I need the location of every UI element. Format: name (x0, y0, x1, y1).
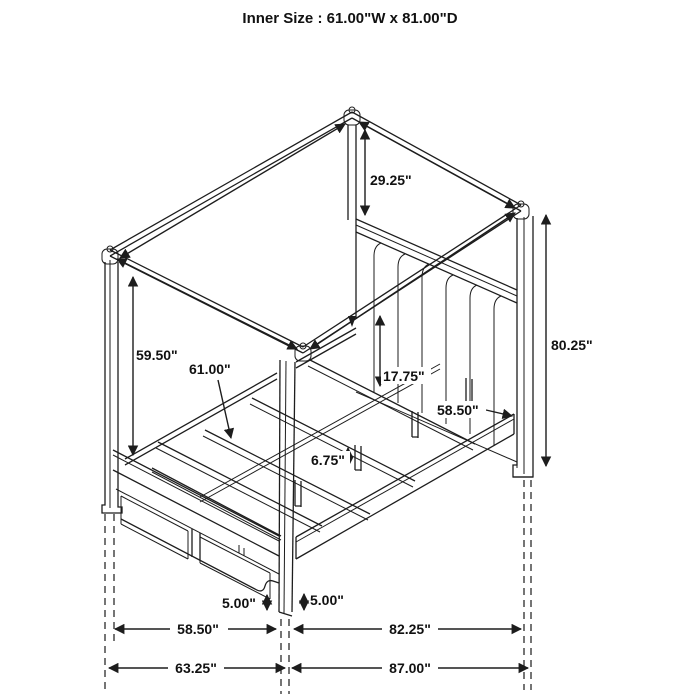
dim-base-depth: 82.25" (389, 621, 431, 637)
dim-canopy-to-headboard: 29.25" (370, 172, 412, 188)
post-rail-arrow (348, 316, 356, 327)
dim-footboard-floor-clearance: 5.00" (222, 595, 256, 611)
canopy-frame (102, 107, 529, 361)
dim-base-width: 58.50" (177, 621, 219, 637)
canopy-corner-caps (102, 107, 529, 361)
slat-leg (466, 378, 472, 403)
right-side-rail (296, 414, 514, 559)
dim-overall-height: 80.25" (551, 337, 593, 353)
dim-slat-length: 61.00" (189, 361, 231, 377)
dim-side-rail-floor-clearance: 5.00" (310, 592, 344, 608)
diagram-title: Inner Size : 61.00"W x 81.00"D (242, 10, 458, 27)
dim-headboard-panel-height: 17.75" (383, 368, 425, 384)
dimension-lines (109, 130, 546, 668)
dim-support-leg-height: 6.75" (311, 452, 345, 468)
slat-platform (152, 360, 475, 540)
dim-side-rail-length: 58.50" (437, 402, 479, 418)
dim-overall-depth: 87.00" (389, 660, 431, 676)
dim-overall-width: 63.25" (175, 660, 217, 676)
dim-footboard-to-canopy: 59.50" (136, 347, 178, 363)
